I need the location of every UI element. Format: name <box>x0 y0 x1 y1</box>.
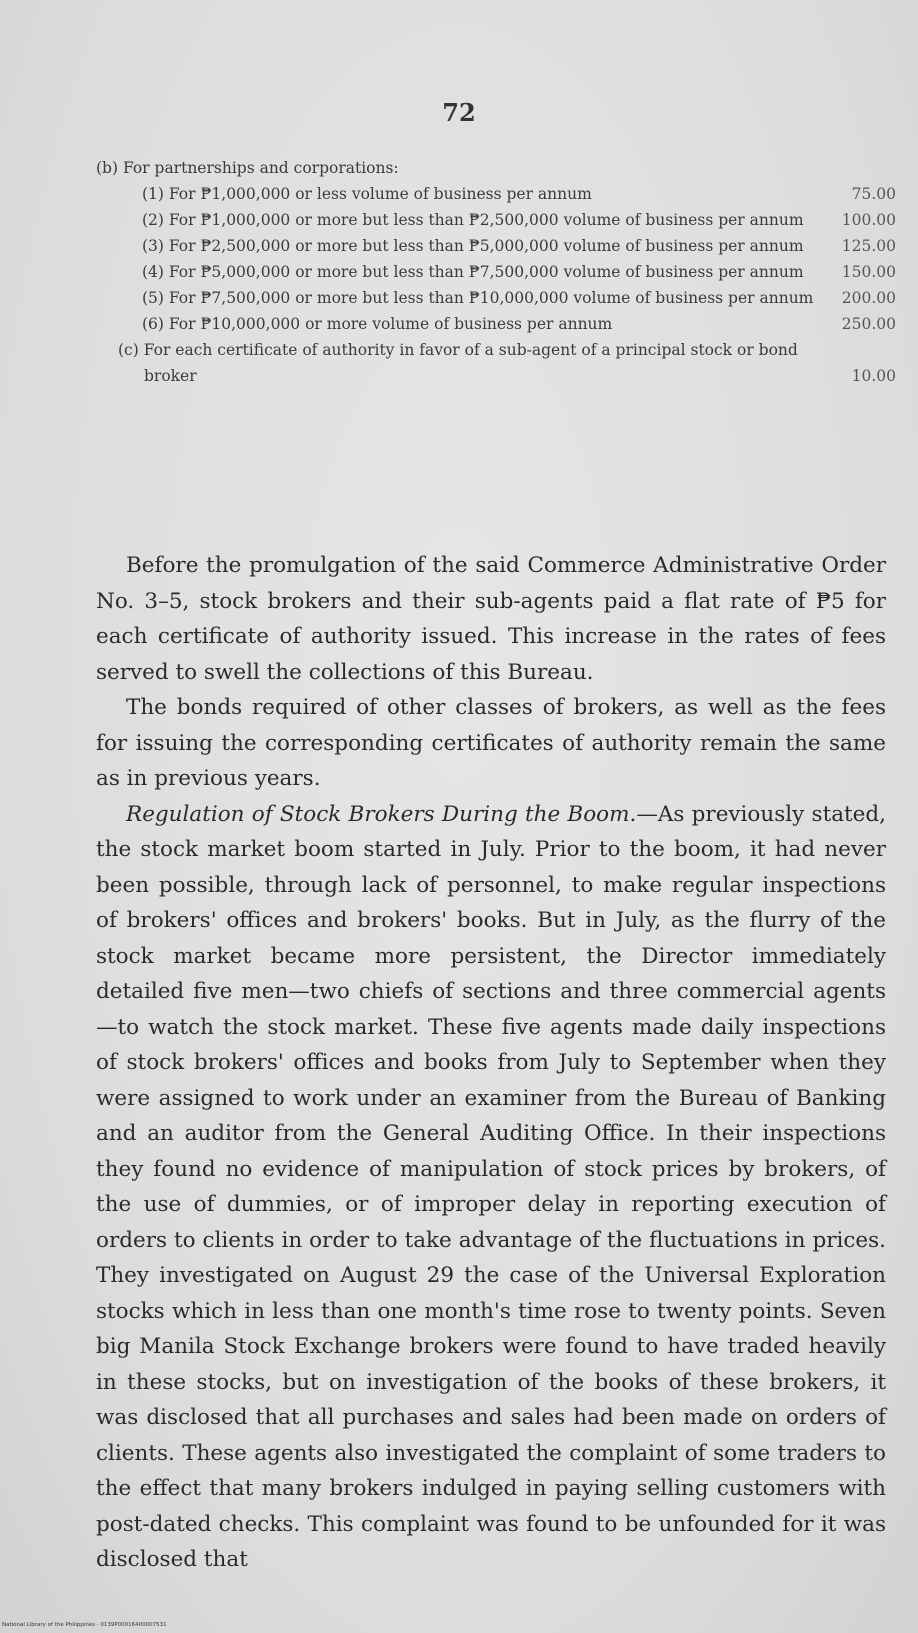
fee-item-1 <box>96 181 896 207</box>
fee-amount: 100.00 <box>841 211 896 229</box>
fee-item-c <box>96 337 896 389</box>
section-title: Regulation of Stock Brokers During the Boom. <box>126 801 637 827</box>
fee-item-text: (1) For ₱1,000,000 or less volume of business per annum <box>142 185 592 203</box>
fee-schedule-heading: (b) For partnerships and corporations: <box>96 159 399 177</box>
fee-item-6 <box>96 311 896 337</box>
fee-item-5 <box>96 285 896 311</box>
fee-item-text: (3) For ₱2,500,000 or more but less than ₱5,000,000 volume of business per annum <box>142 237 804 255</box>
fee-item-3 <box>96 233 896 259</box>
fee-amount: 125.00 <box>841 237 896 255</box>
paragraph: The bonds required of other classes of brokers, as well as the fees for issuing the corresponding certificates of authority remain the same as in previous years. <box>96 695 886 791</box>
fee-amount: 150.00 <box>841 263 896 281</box>
fee-item-2 <box>96 207 896 233</box>
fee-item-text: (5) For ₱7,500,000 or more but less than ₱10,000,000 volume of business per annum <box>142 289 814 307</box>
fee-item-4 <box>96 259 896 285</box>
fee-item-text: (4) For ₱5,000,000 or more but less than ₱7,500,000 volume of business per annum <box>142 263 804 281</box>
section-text: —As previously stated, the stock market boom started in July. Prior to the boom, it had never been possible, through lack of personnel, to make regular inspections of brokers' offices and brokers' books. But in July, as the flurry of the stock market became more persistent, the Director immediately detailed five men—two chiefs of sections and three commercial agents—to watch the stock market. These five agents made daily inspections of stock brokers' offices and books from July to September when they were assigned to work under an examiner from the Bureau of Banking and an auditor from the General Auditing Office. In their inspections they found no evidence of manipulation of stock prices by brokers, of the use of dummies, or of improper delay in reporting execution of orders to clients in order to take advantage of the fluctuations in prices. They investigated on August 29 the case of the Universal Exploration stocks which in less than one month's time rose to twenty points. Seven big Manila Stock Exchange brokers were found to have traded heavily in these stocks, but on investigation of the books of these brokers, it was disclosed that all purchases and sales had been made on orders of clients. These agents also investigated the complaint of some traders to the effect that many brokers indulged in paying selling customers with post-dated checks. This complaint was found to be unfounded for it was disclosed that <box>96 801 886 1572</box>
fee-schedule <box>96 155 896 389</box>
section-paragraph <box>96 797 886 1578</box>
fee-amount: 250.00 <box>841 315 896 333</box>
page-number: 72 <box>442 98 476 127</box>
body-text <box>96 548 886 1578</box>
fee-item-text: (6) For ₱10,000,000 or more volume of business per annum <box>142 315 613 333</box>
fee-item-text: (2) For ₱1,000,000 or more but less than ₱2,500,000 volume of business per annum <box>142 211 804 229</box>
fee-amount: 10.00 <box>851 367 896 385</box>
fee-item-text: (c) For each certificate of authority in favor of a sub-agent of a principal stock or bond broker <box>118 341 798 385</box>
fee-amount: 200.00 <box>841 289 896 307</box>
paragraph: Before the promulgation of the said Commerce Administrative Order No. 3–5, stock brokers and their sub-agents paid a flat rate of ₱5 for each certificate of authority issued. This increase in the rates of fees served to swell the collections of this Bureau. <box>96 553 886 685</box>
fee-amount: 75.00 <box>851 185 896 203</box>
library-footer: National Library of the Philippines · 0139P00016400007531 <box>2 1622 167 1628</box>
